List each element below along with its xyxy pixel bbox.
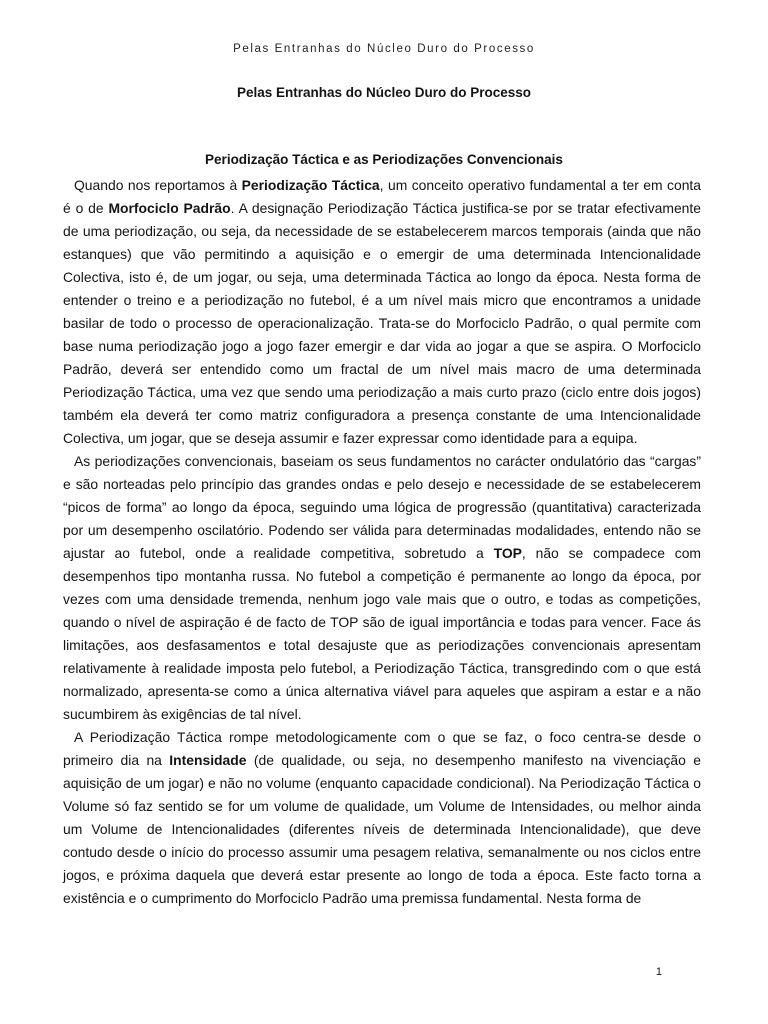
bold-term: Periodização Táctica [241,177,380,193]
text-run: Quando nos reportamos à [74,177,242,193]
body-text [63,174,701,910]
bold-term: Morfociclo Padrão [108,200,231,216]
text-run: , um conceito operativo fundamental a ter em conta é o de [63,177,702,216]
document-title: Pelas Entranhas do Núcleo Duro do Processo [236,85,532,100]
running-header: Pelas Entranhas do Núcleo Duro do Processo [233,43,535,55]
paragraph [63,174,701,450]
text-run: As periodizações convencionais, baseiam os seus fundamentos no carácter ondulatório das “cargas” e são norteadas pelo princípio das grandes ondas e pelo desejo e necessidade de se estabelecerem “picos de forma” ao longo da época, seguindo uma lógica de progressão (quantitativa) caracterizada por um desempenho oscilatório. Podendo ser válida para determinadas modalidades, entendo não se ajustar ao futebol, onde a realidade competitiva, sobretudo a [63,453,701,561]
paragraph [63,726,701,910]
bold-term: Intensidade [169,752,247,768]
text-run: A Periodização Táctica rompe metodologicamente com o que se faz, o foco centra-se desde o primeiro dia na [63,729,701,768]
page-number: 1 [655,966,662,978]
paragraph [63,450,701,726]
text-run: . A designação Periodização Táctica justifica-se por se tratar efectivamente de uma periodização, ou seja, da necessidade de se estabelecerem marcos temporais (ainda que não estanques) que vão permitindo a aquisição e o emergir de uma determinada Intencionalidade Colectiva, isto é, de um jogar, ou seja, uma determinada Táctica ao longo da época. Nesta forma de entender o treino e a periodização no futebol, é a um nível mais micro que encontramos a unidade basilar de todo o processo de operacionalização. Trata-se do Morfociclo Padrão, o qual permite com base numa periodização jogo a jogo fazer emergir e dar vida ao jogar a que se aspira. O Morfociclo Padrão, deverá ser entendido como um fractal de um nível mais macro de uma determinada Periodização Táctica, uma vez que sendo uma periodização a mais curto prazo (ciclo entre dois jogos) também ela deverá ter como matriz configuradora a presença constante de uma Intencionalidade Colectiva, um jogar, que se deseja assumir e fazer expressar como identidade para a equipa. [63,200,701,446]
bold-term: TOP [493,545,522,561]
text-run: , não se compadece com desempenhos tipo montanha russa. No futebol a competição é permanente ao longo da época, por vezes com uma densidade tremenda, nenhum jogo vale mais que o outro, e todas as competições, quando o nível de aspiração é de facto de TOP são de igual importância e todas para vencer. Face ás limitações, aos desfasamentos e total desajuste que as periodizações convencionais apresentam relativamente à realidade imposta pelo futebol, a Periodização Táctica, transgredindo com o que está normalizado, apresenta-se como a única alternativa viável para aqueles que aspiram a estar e a não sucumbirem às exigências de tal nível. [63,545,701,722]
section-title: Periodização Táctica e as Periodizações Convencionais [205,152,563,167]
text-run: (de qualidade, ou seja, no desempenho manifesto na vivenciação e aquisição de um jogar) e não no volume (enquanto capacidade condicional). Na Periodização Táctica o Volume só faz sentido se for um volume de qualidade, um Volume de Intensidades, ou melhor ainda um Volume de Intencionalidades (diferentes níveis de determinada Intencionalidade), que deve contudo desde o início do processo assumir uma pesagem relativa, semanalmente ou nos ciclos entre jogos, e próxima daquela que deverá estar presente ao longo de toda a época. Este facto torna a existência e o cumprimento do Morfociclo Padrão uma premissa fundamental. Nesta forma de [63,752,701,906]
